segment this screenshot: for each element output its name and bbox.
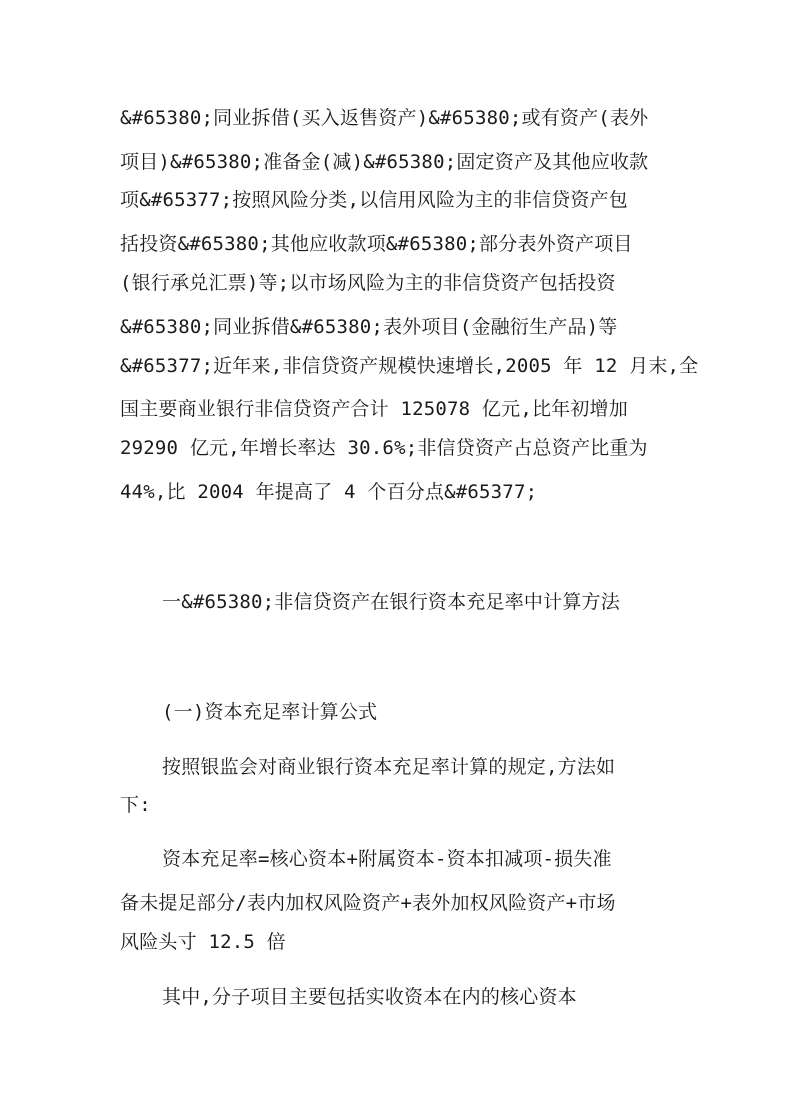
- section-heading-1: 一&#65380;非信贷资产在银行资本充足率中计算方法: [162, 591, 620, 613]
- paragraph-1-line-9: 29290 亿元,年增长率达 30.6%;非信贷资产占总资产比重为: [120, 437, 648, 459]
- paragraph-1-line-10: 44%,比 2004 年提高了 4 个百分点&#65377;: [120, 481, 538, 503]
- paragraph-2-line-1: 按照银监会对商业银行资本充足率计算的规定,方法如: [162, 756, 616, 778]
- paragraph-1-line-7: &#65377;近年来,非信贷资产规模快速增长,2005 年 12 月末,全: [120, 355, 699, 377]
- paragraph-1-line-2: 项目)&#65380;准备金(减)&#65380;固定资产及其他应收款: [120, 151, 649, 173]
- paragraph-1-line-1: &#65380;同业拆借(买入返售资产)&#65380;或有资产(表外: [120, 107, 649, 129]
- paragraph-1-line-8: 国主要商业银行非信贷资产合计 125078 亿元,比年初增加: [120, 398, 628, 420]
- paragraph-2-line-2: 下:: [120, 794, 151, 816]
- paragraph-4-line-1: 其中,分子项目主要包括实收资本在内的核心资本: [162, 986, 577, 1008]
- paragraph-3-line-2: 备未提足部分/表内加权风险资产+表外加权风险资产+市场: [120, 892, 616, 914]
- paragraph-1-line-3: 项&#65377;按照风险分类,以信用风险为主的非信贷资产包: [120, 189, 628, 211]
- paragraph-1-line-6: &#65380;同业拆借&#65380;表外项目(金融衍生产品)等: [120, 316, 618, 338]
- section-heading-2: (一)资本充足率计算公式: [162, 701, 378, 723]
- paragraph-3-line-1: 资本充足率=核心资本+附属资本-资本扣减项-损失准: [162, 848, 612, 870]
- paragraph-1-line-5: (银行承兑汇票)等;以市场风险为主的非信贷资产包括投资: [120, 272, 616, 294]
- paragraph-3-line-3: 风险头寸 12.5 倍: [120, 931, 286, 953]
- paragraph-1-line-4: 括投资&#65380;其他应收款项&#65380;部分表外资产项目: [120, 233, 633, 255]
